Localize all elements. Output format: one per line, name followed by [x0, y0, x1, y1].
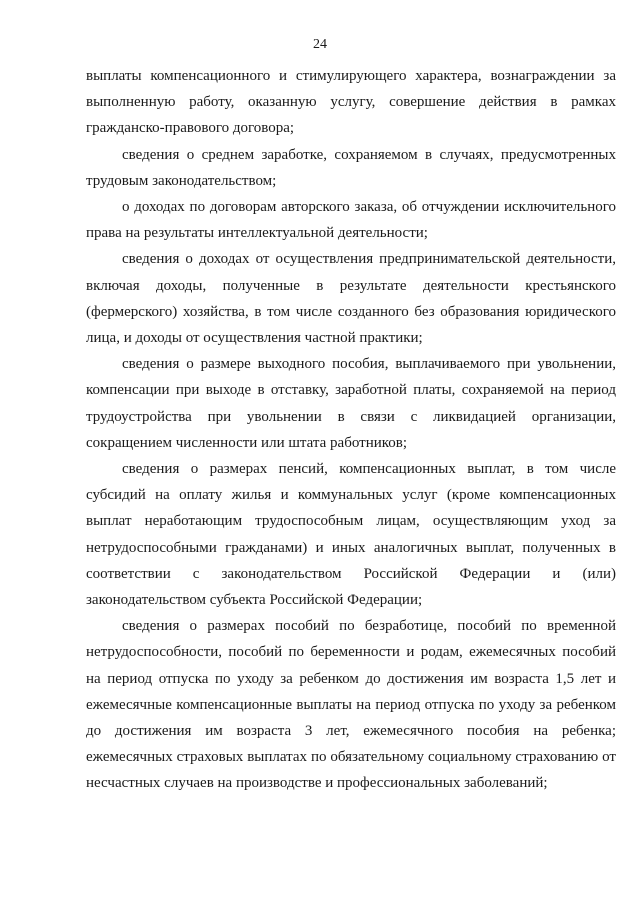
- paragraph-author-contracts: о доходах по договорам авторского заказа, об отчуждении исключительного права на результаты интеллектуальной деятельности;: [86, 199, 616, 242]
- document-body: [86, 63, 616, 797]
- paragraph-pensions: сведения о размерах пенсий, компенсационных выплат, в том числе субсидий на оплату жилья и коммунальных услуг (кроме компенсационных выплат неработающим трудоспособным лицам, осуществляющим уход за нетрудоспособными гражданами) и иных аналогичных выплат, полученных в соответствии с законодательством Российской Федерации и (или) законодательством субъекта Российской Федерации;: [86, 461, 616, 609]
- page-number: 24: [313, 37, 327, 52]
- paragraph-average-earnings: сведения о среднем заработке, сохраняемом в случаях, предусмотренных трудовым законодательством;: [86, 146, 616, 189]
- paragraph-benefits: сведения о размерах пособий по безработице, пособий по временной нетрудоспособности, пособий по беременности и родам, ежемесячных пособий на период отпуска по уходу за ребенком до достижения им возраста 1,5 лет и ежемесячные компенсационные выплаты на период отпуска по уходу за ребенком до достижения им возраста 3 лет, ежемесячного пособия на ребенка; ежемесячных страховых выплатах по обязательному социальному страхованию от несчастных случаев на производстве и профессиональных заболеваний;: [86, 618, 616, 792]
- paragraph-continuation: выплаты компенсационного и стимулирующего характера, вознаграждении за выполненную работу, оказанную услугу, совершение действия в рамках гражданско-правового договора;: [86, 68, 616, 137]
- paragraph-severance-pay: сведения о размере выходного пособия, выплачиваемого при увольнении, компенсации при выходе в отставку, заработной платы, сохраняемой на период трудоустройства при увольнении в связи с ликвидацией организации, сокращением численности или штата работников;: [86, 356, 616, 451]
- paragraph-business-income: сведения о доходах от осуществления предпринимательской деятельности, включая доходы, полученные в результате деятельности крестьянского (фермерского) хозяйства, в том числе созданного без образования юридического лица, и доходы от осуществления частной практики;: [86, 251, 616, 347]
